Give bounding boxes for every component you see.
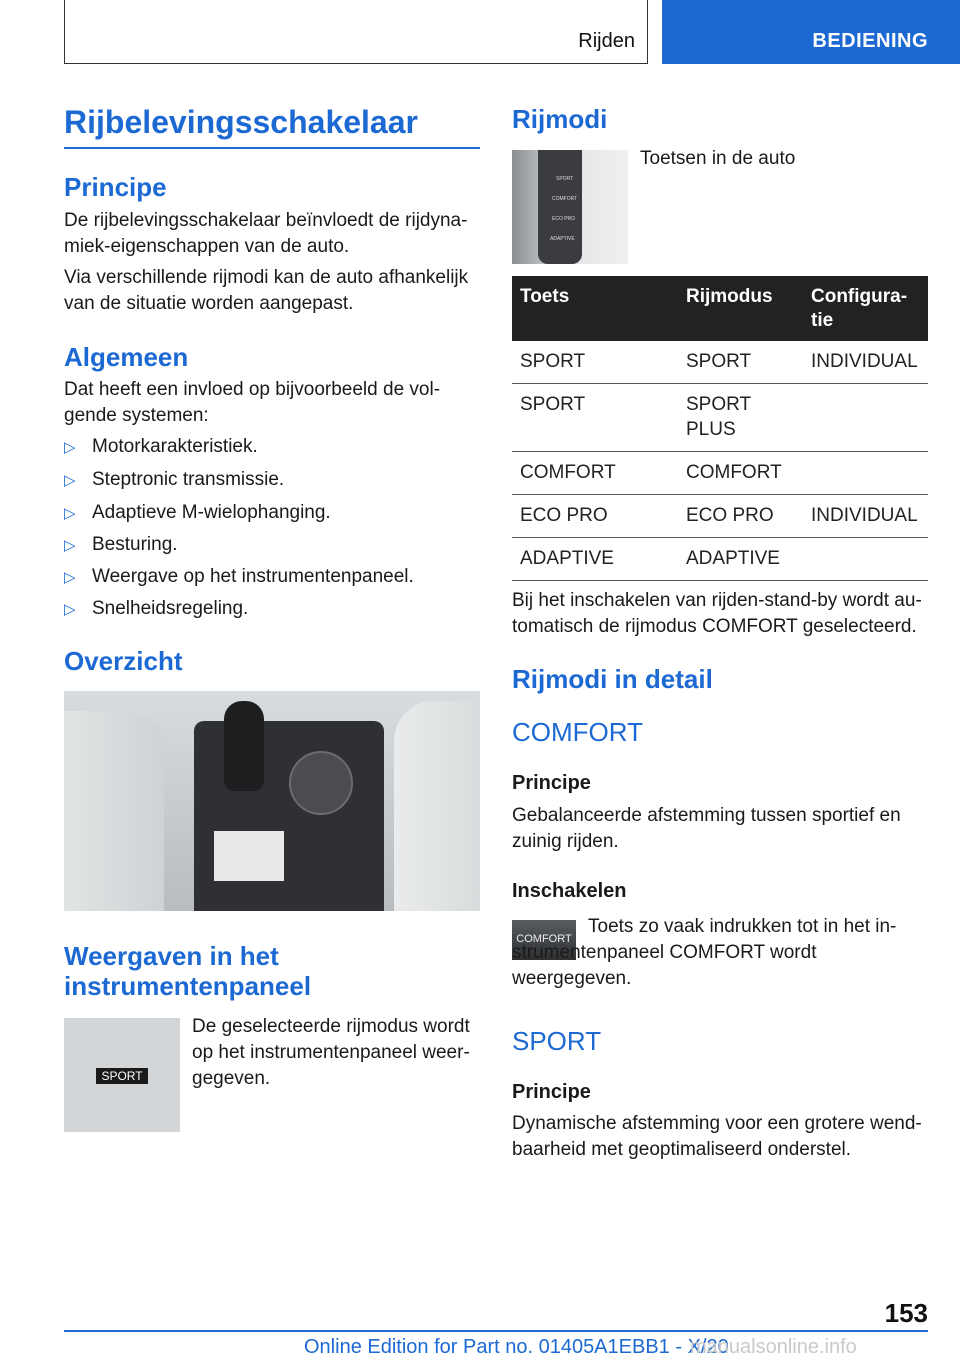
page-number: 153 xyxy=(884,1298,928,1328)
heading-rijmodi: Rijmodi xyxy=(512,104,608,134)
comfort-button-label: COMFORT xyxy=(516,933,572,945)
table-cell xyxy=(803,538,928,581)
col-header-configuratie: Configura-tie xyxy=(803,276,928,341)
console-trim xyxy=(214,831,284,881)
heading-sport: SPORT xyxy=(512,1026,602,1056)
sport-badge: SPORT xyxy=(96,1068,148,1084)
table-row xyxy=(512,538,928,581)
heading-overzicht: Overzicht xyxy=(64,646,183,676)
table-cell: ADAPTIVE xyxy=(678,538,803,581)
table-row xyxy=(512,341,928,384)
principe-text-2: Via verschillende rijmodi kan de auto afhankelijk van de situatie worden aangepast. xyxy=(64,267,469,314)
table-cell: COMFORT xyxy=(512,452,678,495)
table-cell: ECO PRO xyxy=(678,495,803,538)
table-row xyxy=(512,495,928,538)
col-header-toets: Toets xyxy=(512,276,678,341)
triangle-bullet-icon: ▷ xyxy=(64,439,76,456)
cluster-display-image xyxy=(64,1018,180,1132)
table-cell: COMFORT xyxy=(678,452,803,495)
triangle-bullet-icon: ▷ xyxy=(64,569,76,586)
table-cell: SPORT xyxy=(512,341,678,384)
modes-table xyxy=(512,276,928,581)
triangle-bullet-icon: ▷ xyxy=(64,505,76,522)
rijmodi-caption: Toetsen in de auto xyxy=(640,148,796,169)
heading-comfort: COMFORT xyxy=(512,717,643,747)
after-table-text: Bij het inschakelen van rijden-stand-by wordt au-tomatisch de rijmodus COMFORT geselecteerd. xyxy=(512,590,922,637)
button-label: ECO PRO xyxy=(552,216,576,222)
button-panel-shape xyxy=(538,150,582,264)
mode-buttons-photo xyxy=(512,150,628,264)
weergaven-text: De geselecteerde rijmodus wordt op het instrumentenpaneel weer-gegeven. xyxy=(192,1016,470,1089)
button-label: COMFORT xyxy=(552,196,578,202)
button-label: ADAPTIVE xyxy=(550,236,575,242)
header-chapter-tab xyxy=(662,0,960,64)
sport-principe-text: Dynamische afstemming voor een grotere wend-baarheid met geoptimaliseerd onderstel. xyxy=(512,1113,922,1160)
heading-rijmodi-detail: Rijmodi in detail xyxy=(512,664,713,694)
center-console-shape xyxy=(194,721,384,911)
comfort-inschakelen-label: Inschakelen xyxy=(512,880,627,902)
heading-principe: Principe xyxy=(64,172,167,202)
comfort-inschakelen-text: Toets zo vaak indrukken tot in het in-strumentenpaneel COMFORT wordt weergegeven. xyxy=(512,916,897,989)
triangle-bullet-icon: ▷ xyxy=(64,537,76,554)
header-chapter-label: BEDIENING xyxy=(812,30,928,52)
watermark: manualsonline.info xyxy=(690,1336,857,1358)
controller-knob-shape xyxy=(289,751,353,815)
console-photo xyxy=(64,691,480,911)
table-cell: ECO PRO xyxy=(512,495,678,538)
left-seat-shape xyxy=(64,711,164,911)
list-item: ▷ Besturing. xyxy=(64,532,178,559)
table-cell: SPORT xyxy=(512,384,678,452)
list-item: ▷ Steptronic transmissie. xyxy=(64,467,284,494)
sport-principe-label: Principe xyxy=(512,1081,591,1103)
list-item: ▷ Weergave op het instrumentenpaneel. xyxy=(64,564,414,591)
col-header-rijmodus: Rijmodus xyxy=(678,276,803,341)
list-item: ▷ Snelheidsregeling. xyxy=(64,596,248,623)
footer-edition: Online Edition for Part no. 01405A1EBB1 - X/20 xyxy=(304,1336,729,1358)
table-cell xyxy=(803,384,928,452)
table-row xyxy=(512,452,928,495)
title-rule xyxy=(64,147,480,149)
right-seat-shape xyxy=(394,701,480,911)
header-section-tab xyxy=(64,0,648,64)
algemeen-intro: Dat heeft een invloed op bijvoorbeeld de vol-gende systemen: xyxy=(64,379,441,426)
table-cell: SPORT PLUS xyxy=(678,384,803,452)
gear-lever-shape xyxy=(224,701,264,791)
table-cell: ADAPTIVE xyxy=(512,538,678,581)
list-item: ▷ Adaptieve M-wielophanging. xyxy=(64,500,331,527)
table-cell: INDIVIDUAL xyxy=(803,341,928,384)
table-cell: SPORT xyxy=(678,341,803,384)
heading-algemeen: Algemeen xyxy=(64,342,189,372)
heading-weergaven: Weergaven in het instrumentenpaneel xyxy=(64,941,312,1001)
header-section-label: Rijden xyxy=(578,30,635,52)
table-cell: INDIVIDUAL xyxy=(803,495,928,538)
triangle-bullet-icon: ▷ xyxy=(64,472,76,489)
principe-text-1: De rijbelevingsschakelaar beïnvloedt de rijdyna-miek-eigenschappen van de auto. xyxy=(64,210,468,257)
list-item: ▷ Motorkarakteristiek. xyxy=(64,434,258,461)
table-cell xyxy=(803,452,928,495)
footer-rule xyxy=(64,1330,928,1332)
table-row xyxy=(512,384,928,452)
triangle-bullet-icon: ▷ xyxy=(64,601,76,618)
comfort-principe-text: Gebalanceerde afstemming tussen sportief en zuinig rijden. xyxy=(512,805,901,852)
table-header-row xyxy=(512,276,928,341)
button-label: SPORT xyxy=(556,176,574,182)
comfort-principe-label: Principe xyxy=(512,772,591,794)
page-title: Rijbelevingsschakelaar xyxy=(64,104,418,140)
